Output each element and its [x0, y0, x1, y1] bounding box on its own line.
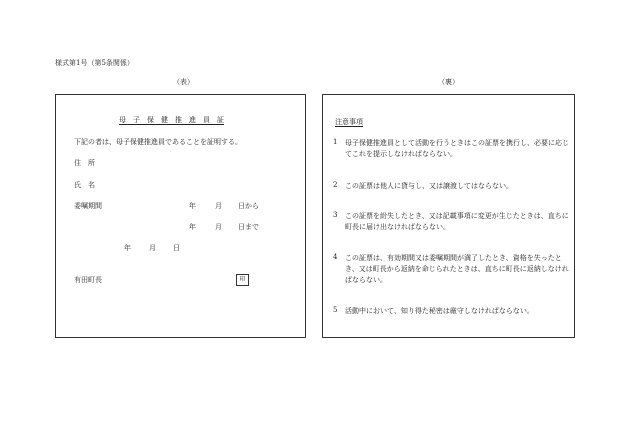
note-text: 活動中において、知り得た秘密は厳守しなければならない。	[345, 307, 534, 315]
note-number: 5	[333, 306, 338, 314]
certificate-title: 母 子 保 健 推 進 員 証	[119, 116, 224, 124]
note-item	[333, 181, 569, 195]
term-to-day: 日まで	[238, 223, 259, 231]
note-item	[333, 253, 569, 293]
front-panel	[55, 94, 306, 338]
note-item	[333, 211, 569, 241]
front-heading: （表）	[173, 78, 194, 86]
note-item	[333, 138, 569, 168]
note-text: この証票を紛失したとき、又は記載事項に変更が生じたときは、直ちに町長に届け出なければならない。	[345, 212, 569, 231]
note-number: 3	[333, 211, 338, 219]
term-from-day: 日から	[238, 202, 259, 210]
address-label: 住 所	[74, 159, 95, 167]
note-number: 1	[333, 138, 338, 146]
certification-statement: 下記の者は、母子保健推進員であることを証明する。	[74, 138, 242, 146]
back-heading: （裏）	[438, 78, 459, 86]
note-text: この証票は、有効期間又は委嘱期間が満了したとき、資格を失ったとき、又は町長から返納を命じられたときは、直ちに町長に返納しなければならない。	[345, 254, 569, 284]
name-label: 氏 名	[74, 181, 95, 189]
term-label: 委嘱期間	[74, 202, 102, 210]
note-item	[333, 306, 569, 332]
term-to-month: 月	[215, 223, 222, 231]
form-label: 様式第1号（第5条関係）	[55, 59, 134, 67]
issue-year: 年	[124, 244, 131, 252]
issue-month: 月	[149, 244, 156, 252]
note-number: 4	[333, 253, 338, 261]
term-from-month: 月	[215, 202, 222, 210]
note-text: 母子保健推進員として活動を行うときはこの証票を携行し、必要に応じてこれを提示しなければならない。	[345, 139, 569, 158]
note-number: 2	[333, 181, 338, 189]
issuer-name: 有田町長	[74, 276, 102, 284]
seal-mark: 印	[236, 274, 249, 286]
back-panel	[322, 94, 575, 338]
term-from-year: 年	[189, 202, 196, 210]
note-text: この証票は他人に貸与し、又は譲渡してはならない。	[345, 182, 513, 190]
notes-title: 注意事項	[335, 118, 363, 126]
term-to-year: 年	[189, 223, 196, 231]
issue-day: 日	[173, 244, 180, 252]
